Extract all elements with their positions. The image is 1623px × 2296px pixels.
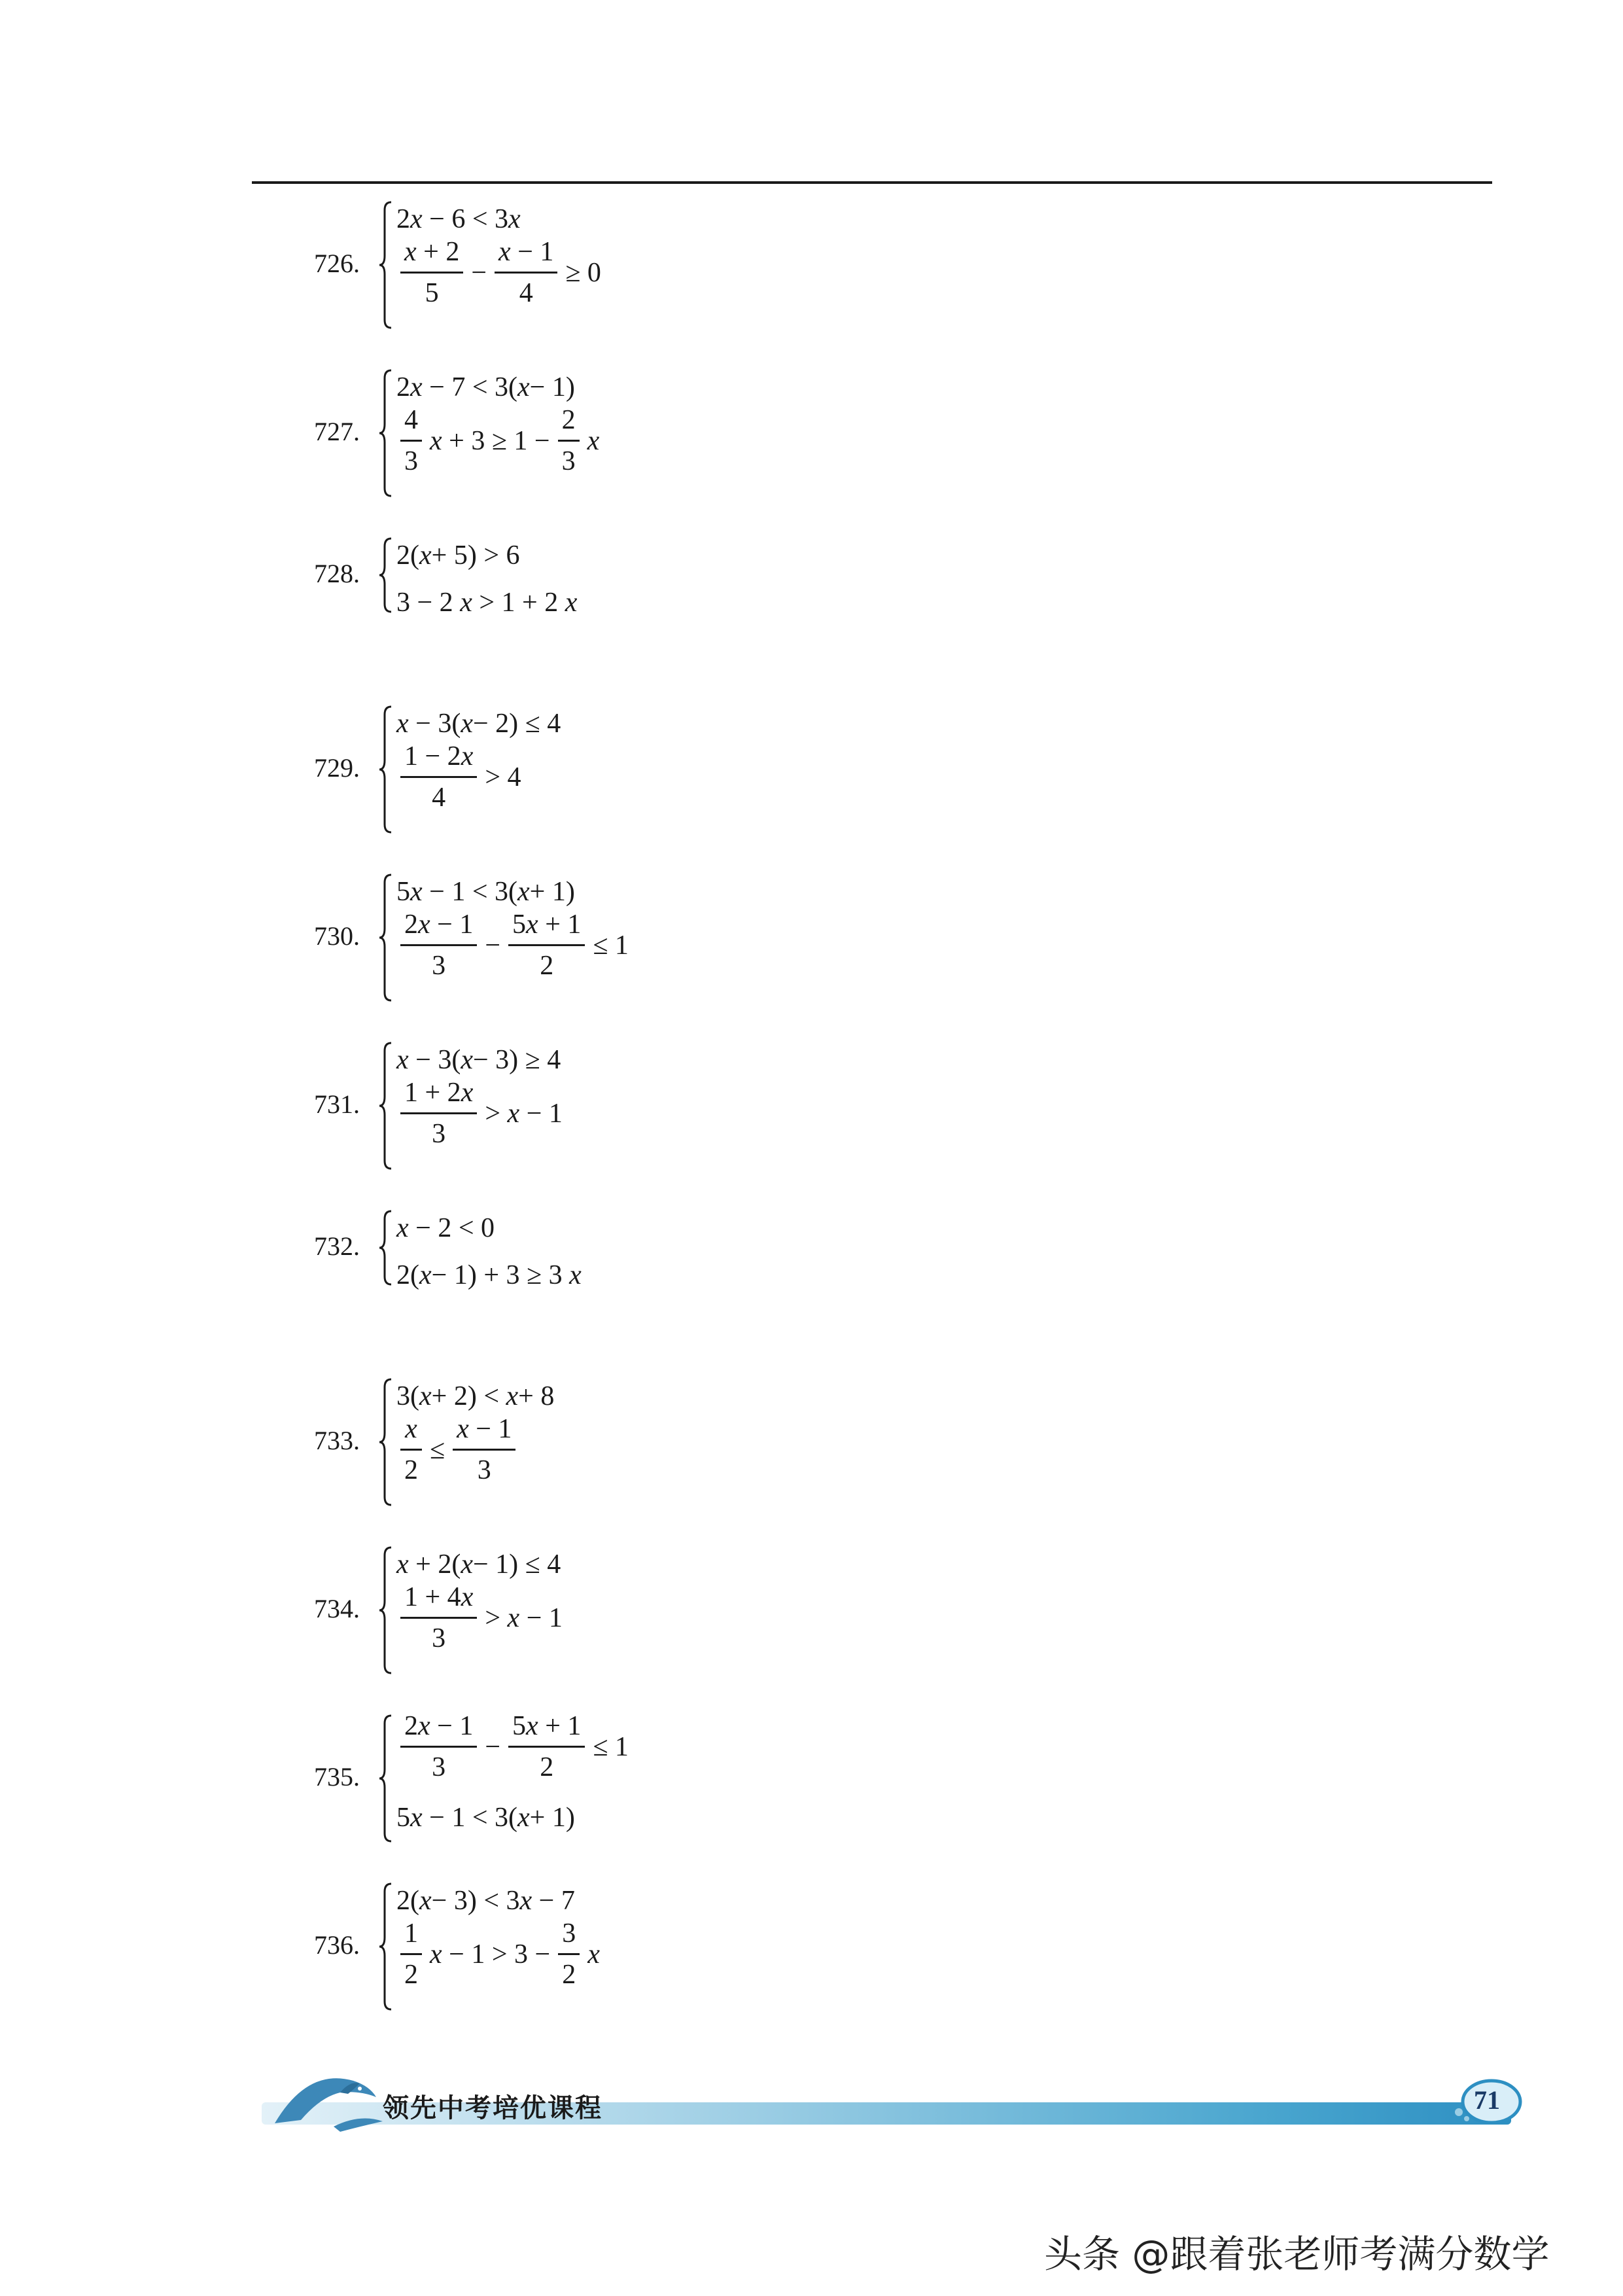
inequality-line (396, 704, 561, 743)
fraction-denominator: 3 (400, 1617, 477, 1653)
left-brace-icon (378, 369, 394, 497)
inequality-text: x − 3(x− 2) ≤ 4 (396, 709, 561, 739)
inequality-text: ≤ 1 (593, 1731, 629, 1762)
fraction-denominator: 3 (400, 1112, 477, 1148)
inequality-line (396, 1881, 575, 1920)
left-brace-icon (378, 537, 394, 613)
left-brace-icon (378, 1378, 394, 1506)
fraction (558, 406, 580, 476)
inequality-text: 2x − 7 < 3(x− 1) (396, 372, 575, 402)
inequality-text: 2(x− 1) + 3 ≥ 3 x (396, 1260, 582, 1290)
inequality-text: − (485, 930, 501, 961)
inequality-line (396, 1919, 604, 1989)
dolphin-icon (262, 2061, 393, 2140)
fraction (400, 1078, 477, 1148)
fraction-denominator: 4 (400, 776, 477, 812)
problem-number: 730. (314, 921, 360, 951)
fraction-numerator: 3 (562, 1918, 576, 1949)
problem-number: 735. (314, 1762, 360, 1792)
inequality-text: ≤ 1 (593, 930, 629, 961)
inequality-line (396, 910, 633, 980)
fraction-numerator: x − 1 (498, 237, 554, 267)
fraction-denominator: 2 (558, 1953, 580, 1989)
fraction-numerator: x + 2 (404, 237, 460, 267)
inequality-text: − (485, 1731, 501, 1762)
problem-number: 728. (314, 559, 360, 588)
inequality-line (396, 872, 575, 911)
inequality-line (396, 1583, 567, 1653)
inequality-text: x − 3(x− 3) ≥ 4 (396, 1045, 561, 1075)
fraction (400, 742, 477, 812)
fraction (508, 910, 585, 980)
fraction (400, 1583, 477, 1653)
inequality-text: > x − 1 (485, 1098, 563, 1129)
inequality-text: 2x − 6 < 3x (396, 204, 521, 234)
fraction-numerator: 1 + 2x (404, 1078, 474, 1108)
left-brace-icon (378, 1546, 394, 1674)
fraction-denominator: 3 (400, 944, 477, 980)
inequality-line (396, 238, 605, 308)
fraction-denominator: 2 (400, 1449, 422, 1485)
inequality-line (396, 1377, 554, 1416)
problem-number: 731. (314, 1089, 360, 1119)
fraction-denominator: 4 (495, 272, 557, 308)
fraction (508, 1712, 585, 1782)
problem-number: 733. (314, 1426, 360, 1455)
fraction-denominator: 3 (558, 440, 580, 476)
inequality-line (396, 200, 521, 239)
left-brace-icon (378, 1210, 394, 1286)
inequality-line (396, 1078, 567, 1148)
inequality-text: ≥ 0 (565, 257, 601, 288)
left-brace-icon (378, 874, 394, 1002)
fraction-numerator: 2 (561, 405, 576, 435)
inequality-text: > x − 1 (485, 1602, 563, 1633)
inequality-line (396, 1798, 575, 1837)
fraction-denominator: 5 (400, 272, 463, 308)
fraction (400, 1919, 422, 1989)
inequality-text: x + 2(x− 1) ≤ 4 (396, 1549, 561, 1580)
fraction (453, 1415, 515, 1485)
inequality-line (396, 1256, 582, 1295)
fraction-denominator: 2 (400, 1953, 422, 1989)
inequality-text: x − 2 < 0 (396, 1213, 495, 1243)
inequality-text: x + 3 ≥ 1 − (430, 425, 550, 456)
fraction-denominator: 2 (508, 1746, 585, 1782)
inequality-text: 5x − 1 < 3(x+ 1) (396, 877, 575, 907)
inequality-text: x (587, 425, 600, 456)
fraction-numerator: 2x − 1 (404, 910, 474, 940)
fraction-numerator: 1 (404, 1918, 418, 1949)
inequality-text: − (471, 257, 487, 288)
inequality-text: 3 − 2 x > 1 + 2 x (396, 588, 578, 618)
inequality-text: 3(x+ 2) < x+ 8 (396, 1381, 555, 1411)
problem-number: 727. (314, 417, 360, 446)
inequality-line (396, 1712, 633, 1782)
inequality-line (396, 406, 603, 476)
inequality-line (396, 536, 520, 575)
left-brace-icon (378, 201, 394, 329)
fraction (400, 406, 422, 476)
inequality-line (396, 1209, 495, 1248)
left-brace-icon (378, 1714, 394, 1843)
problem-number: 726. (314, 249, 360, 278)
inequality-line (396, 1040, 561, 1080)
fraction (495, 238, 557, 308)
page-number: 71 (1474, 2085, 1500, 2115)
inequality-line (396, 368, 575, 407)
inequality-text: 2(x+ 5) > 6 (396, 540, 520, 571)
fraction (558, 1919, 580, 1989)
fraction-numerator: 2x − 1 (404, 1711, 474, 1741)
inequality-text: x (587, 1939, 600, 1969)
left-brace-icon (378, 1882, 394, 2011)
fraction-numerator: 1 − 2x (404, 741, 474, 771)
fraction-numerator: 5x + 1 (512, 1711, 582, 1741)
fraction-denominator: 3 (453, 1449, 515, 1485)
fraction-numerator: x (405, 1414, 417, 1444)
left-brace-icon (378, 1042, 394, 1170)
inequality-line (396, 583, 577, 622)
fraction-numerator: 4 (404, 405, 418, 435)
inequality-text: 2(x− 3) < 3x − 7 (396, 1886, 575, 1916)
fraction-denominator: 3 (400, 440, 422, 476)
inequality-text: > 4 (485, 762, 521, 792)
fraction-numerator: 1 + 4x (404, 1582, 474, 1612)
inequality-text: 5x − 1 < 3(x+ 1) (396, 1803, 575, 1833)
fraction (400, 1415, 422, 1485)
fraction (400, 910, 477, 980)
problem-number: 736. (314, 1930, 360, 1960)
fraction-numerator: x − 1 (457, 1414, 512, 1444)
header-rule (252, 181, 1492, 184)
inequality-line (396, 1415, 519, 1485)
fraction-denominator: 2 (508, 944, 585, 980)
fraction (400, 1712, 477, 1782)
problem-number: 732. (314, 1231, 360, 1261)
fraction-numerator: 5x + 1 (512, 910, 582, 940)
inequality-text: ≤ (430, 1434, 445, 1465)
footer-title: 领先中考培优课程 (383, 2093, 602, 2123)
inequality-line (396, 1545, 561, 1584)
left-brace-icon (378, 705, 394, 834)
problem-number: 734. (314, 1594, 360, 1623)
watermark: 头条 @跟着张老师考满分数学 (1044, 2232, 1550, 2276)
inequality-text: x − 1 > 3 − (430, 1939, 551, 1969)
problem-number: 729. (314, 753, 360, 783)
fraction (400, 238, 463, 308)
fraction-denominator: 3 (400, 1746, 477, 1782)
inequality-line (396, 742, 525, 812)
